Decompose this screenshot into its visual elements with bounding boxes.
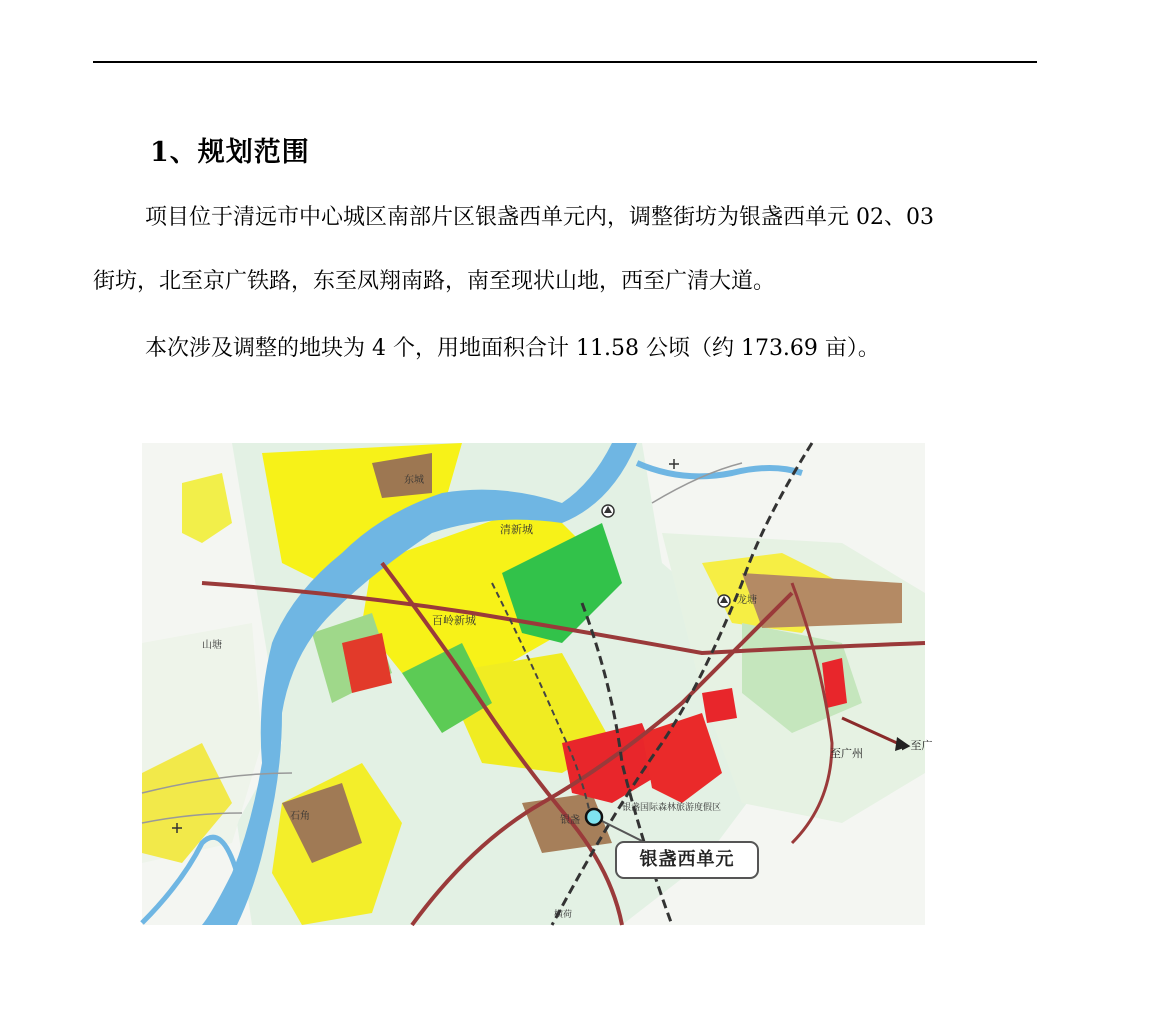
place-label: 山塘 (202, 640, 222, 651)
planning-map (142, 443, 933, 925)
paragraph-1-line-1: 项目位于清远市中心城区南部片区银盏西单元内，调整街坊为银盏西单元 02、03 (145, 205, 934, 230)
unit-callout-label: 银盏西单元 (615, 841, 759, 879)
place-label: 百岭新城 (432, 614, 476, 627)
place-label: 银盏 (560, 815, 580, 826)
place-label: 东城 (404, 475, 424, 486)
place-label: 银盏国际森林旅游度假区 (622, 803, 722, 813)
place-label: 石角 (290, 811, 310, 822)
place-label: 龙塘 (737, 595, 757, 606)
station-icon (602, 505, 614, 517)
place-label: 清新城 (500, 523, 533, 536)
section-heading: 1、规划范围 (150, 137, 310, 168)
paragraph-1-line-2: 街坊，北至京广铁路，东至凤翔南路，南至现状山地，西至广清大道。 (93, 269, 776, 294)
place-label: 横荷 (554, 910, 573, 920)
paragraph-2: 本次涉及调整的地块为 4 个，用地面积合计 11.58 公顷（约 173.69 亩）。 (145, 336, 880, 361)
arrow-label: 至广州 (830, 747, 863, 760)
arrow-end-label: ▶至广 (902, 739, 933, 752)
station-icon (718, 595, 730, 607)
commercial-zone (702, 688, 737, 723)
location-marker (586, 809, 602, 825)
header-rule (93, 61, 1037, 63)
